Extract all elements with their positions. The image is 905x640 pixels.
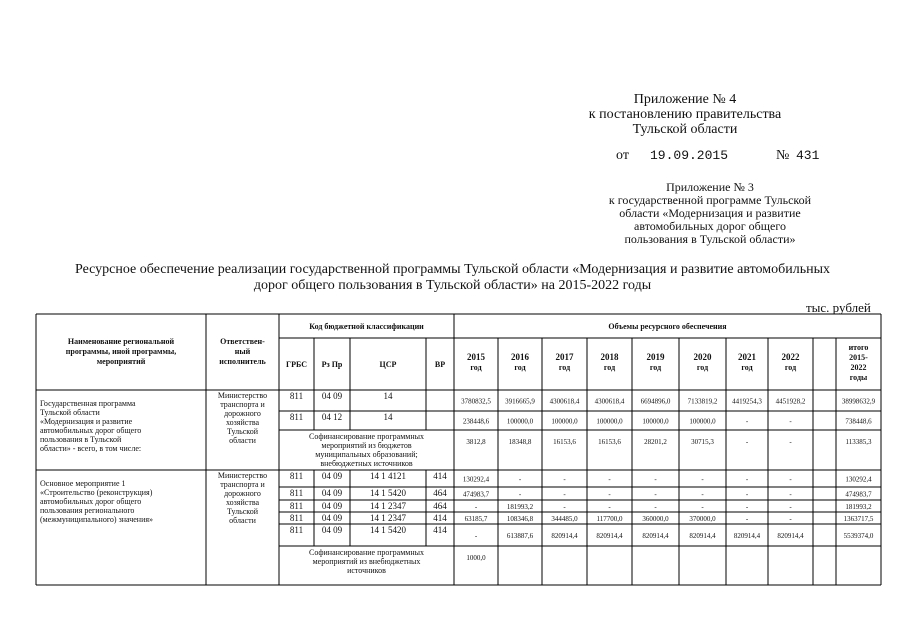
header-total: итого [848,343,869,352]
cell-value: - [518,490,522,499]
executor-line: хозяйства [225,418,260,427]
header-year-unit: год [741,363,753,372]
cell-value: 4419254,3 [732,397,762,406]
cell-value: 344485,0 [551,515,578,523]
cell-value: 38998632,9 [841,397,876,406]
header-kbk-group: Код бюджетной классификации [309,322,424,331]
header-year-unit: год [784,363,797,372]
cofin-value: - [789,438,792,446]
cofin-label: Софинансирование программных [309,432,424,441]
subheader-line: Приложение № 3 [666,180,754,194]
header-kbk-col: ГРБС [286,360,307,369]
subheader-line: автомобильных дорог общего [634,219,786,233]
title-line: дорог общего пользования в Тульской области» на 2015-2022 годы [253,278,652,293]
decree-date: 19.09.2015 [650,148,729,163]
executor-line: Тульской [226,507,259,516]
cell-value: 474983,7 [845,490,872,499]
program-name-line: области» - всего, в том числе: [40,444,142,453]
program-name-line: «Модернизация и развитие [40,417,133,426]
cell-value: 1363717,5 [843,515,874,523]
program-name-line: пользования регионального [40,506,135,515]
cell-csr: 14 [383,391,393,401]
executor-line: Тульской [226,427,259,436]
cell-rzpr: 04 09 [321,488,343,498]
cell-value: - [789,503,792,511]
cell-value: - [745,515,749,523]
cofin-label: Софинансирование программных [309,548,424,557]
cell-value: 7133819,2 [687,397,718,406]
cofin-value: 113385,3 [845,438,872,446]
program-name-line: автомобильных дорог общего [40,497,142,506]
cofin-value: 28201,2 [644,438,667,446]
header-vol-group: Объемы ресурсного обеспечения [608,322,727,331]
cell-csr: 14 1 5420 [370,488,406,498]
cell-value: - [563,490,566,499]
header-kbk-col: ВР [434,360,446,369]
header-year-unit: год [470,363,482,372]
cell-value: 820914,4 [596,532,623,540]
header-exec-col: Ответствен- [220,337,265,346]
cell-value: 181993,2 [845,503,872,511]
cofin-value: - [745,438,749,446]
cell-grbs: 811 [289,471,304,481]
header-year-unit: год [558,363,571,372]
cell-value: 3916665,9 [505,397,535,406]
date-label: от [616,148,629,163]
subheader-line: к государственной программе Тульской [608,193,812,207]
cell-csr: 14 1 2347 [370,513,406,523]
executor-line: Министерство [217,471,268,480]
program-name-line: «Строительство (реконструкция) [40,488,153,497]
cell-value: 820914,4 [733,532,761,540]
cell-value: - [789,515,792,523]
cell-value: 181993,2 [506,503,534,511]
cell-value: - [745,475,749,484]
cell-value: 474983,7 [462,490,490,499]
cell-value: - [789,490,792,499]
cell-value: 130292,4 [845,475,872,484]
cell-rzpr: 04 09 [321,525,343,535]
executor-line: транспорта и [220,480,265,489]
cell-vr: 414 [433,471,447,481]
header-kbk-col: Рз Пр [321,360,343,369]
cell-grbs: 811 [289,488,304,498]
cell-value: 4300618,4 [594,397,625,406]
header-year: 2020 [693,352,712,362]
cell-value: 100000,0 [689,417,716,426]
cell-value: 100000,0 [596,417,623,426]
cell-value: 738448,6 [845,417,872,426]
header-year: 2019 [646,352,665,362]
header-year: 2016 [511,352,529,362]
cell-value: 370000,0 [689,515,716,523]
cell-value: - [608,475,611,484]
cell-value: - [701,475,704,484]
cofin-label: муниципальных образований; [315,450,418,459]
cofin-value: 3812,8 [466,438,486,446]
program-name-line: Основное мероприятие 1 [40,479,126,488]
executor-line: Министерство [217,391,268,400]
cell-value: - [474,532,478,540]
cell-rzpr: 04 09 [321,513,343,523]
header-name-col: мероприятий [96,357,146,366]
program-name-line: (межмуниципального) значения» [40,515,154,524]
cell-value: - [563,475,566,484]
cell-rzpr: 04 09 [321,501,343,511]
cell-value: 4300618,4 [549,397,580,406]
cell-value: 360000,0 [642,515,669,523]
header-year: 2021 [738,352,756,362]
cell-value: - [518,475,522,484]
number-sign: № [776,148,790,163]
cofin-value: 1000,0 [466,554,486,562]
cell-value: 820914,4 [551,532,578,540]
header-year: 2022 [781,352,800,362]
cell-grbs: 811 [289,513,304,523]
cofin-label: источников [347,566,386,575]
cell-value: 100000,0 [506,417,534,426]
program-name-line: Государственная программа [40,399,136,408]
cell-value: - [563,503,566,511]
cofin-label: внебюджетных источников [320,459,413,468]
header-exec-col: исполнитель [219,357,266,366]
executor-line: области [229,516,256,525]
cell-value: 613887,6 [506,532,534,540]
cofin-value: 16153,6 [598,438,621,446]
cell-value: 117700,0 [596,515,623,523]
cell-grbs: 811 [289,501,304,511]
header-total: 2022 [850,363,867,372]
cell-value: - [608,490,611,499]
decree-number: 431 [796,148,820,163]
program-name-line: автомобильных дорог общего [40,426,142,435]
header-year-unit: год [696,363,709,372]
cell-grbs: 811 [289,391,304,401]
executor-line: транспорта и [220,400,265,409]
program-name-line: пользования в Тульской [40,435,122,444]
cofin-value: 18348,8 [508,438,532,446]
header-year: 2018 [600,352,619,362]
subheader-line: пользования в Тульской области» [624,232,796,246]
header-total: годы [849,373,868,382]
program-name-line: Тульской области [40,408,100,417]
cell-value: 130292,4 [462,475,490,484]
cell-value: - [701,490,704,499]
cell-vr: 414 [433,525,447,535]
executor-line: дорожного [224,489,261,498]
cell-value: 820914,4 [689,532,716,540]
cell-value: 63185,7 [464,515,488,523]
cell-value: - [745,417,749,426]
cell-value: 820914,4 [642,532,669,540]
cell-csr: 14 1 2347 [370,501,406,511]
cell-value: - [654,490,657,499]
cell-value: - [745,503,749,511]
header-year: 2015 [467,352,485,362]
header-name-col: Наименование региональной [67,337,175,346]
executor-line: дорожного [224,409,261,418]
cell-value: 238448,6 [462,417,490,426]
cell-value: - [789,417,792,426]
cell-value: 5539374,0 [843,532,874,540]
header-name-col: программы, иной программы, [65,347,177,356]
header-year-unit: год [514,363,526,372]
cell-rzpr: 04 12 [321,412,343,422]
cofin-value: 16153,6 [553,438,576,446]
cell-value: - [745,490,749,499]
cell-value: - [654,503,657,511]
cell-csr: 14 1 5420 [370,525,406,535]
header-year-unit: год [649,363,662,372]
cell-value: 6694896,0 [640,397,671,406]
header-year-unit: год [603,363,616,372]
cell-value: 820914,4 [777,532,804,540]
cell-value: 4451928,2 [775,397,806,406]
executor-line: хозяйства [225,498,260,507]
cell-value: - [789,475,792,484]
cofin-value: 30715,3 [691,438,714,446]
header-exec-col: ный [234,347,251,356]
cell-grbs: 811 [289,412,304,422]
cell-csr: 14 1 4121 [370,471,406,481]
cell-csr: 14 [383,412,393,422]
cell-value: 108346,8 [506,515,534,523]
cell-vr: 464 [433,488,447,498]
cofin-label: мероприятий из бюджетов [321,441,412,450]
executor-line: области [229,436,256,445]
cell-value: 100000,0 [551,417,578,426]
title-line: Ресурсное обеспечение реализации государственной программы Тульской области «Модернизация и развитие автомобильных [74,262,831,277]
header-total: 2015- [849,353,868,362]
cell-value: - [701,503,704,511]
cell-vr: 464 [433,501,447,511]
appendix-line: к постановлению правительства [588,107,782,122]
appendix-title: Приложение № 4 [633,92,737,107]
header-kbk-col: ЦСР [379,360,397,369]
cell-value: 100000,0 [642,417,669,426]
header-year: 2017 [555,352,574,362]
appendix-line: Тульской области [632,122,738,137]
cell-rzpr: 04 09 [321,391,343,401]
units-label: тыс. рублей [806,300,871,315]
cell-value: - [654,475,657,484]
cell-value: - [608,503,611,511]
cofin-label: мероприятий из внебюджетных [312,557,421,566]
cell-rzpr: 04 09 [321,471,343,481]
cell-grbs: 811 [289,525,304,535]
cell-value: - [474,503,478,511]
cell-value: 3780832,5 [461,397,491,406]
cell-vr: 414 [433,513,447,523]
subheader-line: области «Модернизация и развитие [619,206,801,220]
